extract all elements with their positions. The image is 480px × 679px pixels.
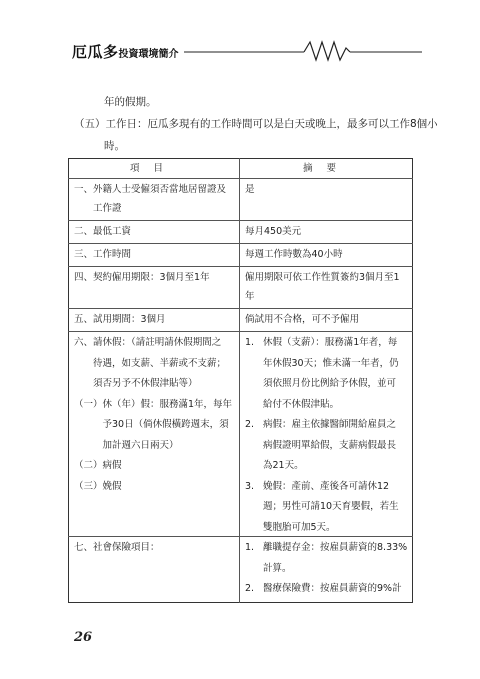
cell-text: 醫療保險費：按雇員薪資的9%計 bbox=[263, 583, 402, 594]
cell-text: （一）休（年）假：服務滿1年，每年 bbox=[74, 398, 233, 410]
cell-text: 每月450美元 bbox=[245, 226, 302, 237]
cell-text: 七、社會保險項目： bbox=[74, 542, 160, 553]
cell-text: 工作證 bbox=[74, 203, 122, 214]
cell-text: 計算。 bbox=[263, 562, 292, 574]
table-row-left bbox=[74, 538, 160, 559]
table-row-left bbox=[74, 268, 210, 287]
cell-text: 年 bbox=[245, 291, 255, 302]
cell-text: 三、工作時間 bbox=[74, 249, 132, 260]
table-row-divider bbox=[68, 243, 413, 244]
cell-text: 休假（支薪）：服務滿1年者，每 bbox=[263, 337, 398, 348]
table-row-divider bbox=[68, 220, 413, 221]
list-item-continuation bbox=[245, 456, 399, 477]
list-item-continuation bbox=[245, 354, 399, 375]
intro-line-1: 年的假期。 bbox=[104, 96, 157, 108]
list-number: 1. bbox=[245, 542, 255, 553]
list-number: 2. bbox=[245, 419, 255, 430]
list-item-continuation bbox=[245, 497, 399, 518]
table-header-summary: 摘要 bbox=[302, 163, 350, 174]
cell-text: 是 bbox=[245, 184, 255, 195]
intro-line-2: （五）工作日：厄瓜多現有的工作時間可以是白天或晚上，最多可以工作8個小 bbox=[74, 118, 438, 130]
cell-text: （二）病假 bbox=[74, 460, 122, 471]
list-item bbox=[245, 333, 399, 354]
cell-text: 倘試用不合格，可不予僱用 bbox=[245, 314, 360, 325]
cell-text: 待遇，如支薪、半薪或不支薪； bbox=[74, 357, 227, 369]
cell-text: 每週工作時數為40小時 bbox=[245, 249, 343, 260]
table-row-right bbox=[245, 180, 255, 199]
list-number: 1. bbox=[245, 337, 255, 348]
cell-text: 須依照月份比例給予休假，並可 bbox=[263, 378, 397, 389]
table-row-right bbox=[245, 268, 400, 306]
header-title-sub: 投資環境簡介 bbox=[118, 49, 179, 60]
table-row-right bbox=[245, 310, 359, 329]
table-row-divider bbox=[68, 178, 413, 179]
cell-text: 雙胞胎可加5天。 bbox=[263, 521, 336, 533]
list-item bbox=[245, 579, 407, 600]
cell-text: 加計週六日兩天） bbox=[74, 439, 179, 451]
cell-text: 僱用期限可依工作性質簽約3個月至1 bbox=[245, 272, 400, 283]
table-row-left bbox=[74, 310, 166, 329]
running-header bbox=[72, 38, 422, 64]
list-item-continuation bbox=[245, 559, 407, 580]
list-item-continuation bbox=[245, 518, 399, 539]
cell-text: 五、試用期間：3個月 bbox=[74, 314, 166, 325]
cell-text: 娩假：產前、產後各可請休12 bbox=[263, 480, 390, 492]
list-item bbox=[245, 415, 399, 436]
cell-text: 年休假30天；惟未滿一年者，仍 bbox=[263, 357, 399, 369]
cell-text: 予30日（倘休假橫跨週末，須 bbox=[74, 419, 229, 430]
cell-text: 四、契約僱用期限：3個月至1年 bbox=[74, 272, 210, 283]
list-item-continuation bbox=[245, 374, 399, 395]
table-row-right bbox=[245, 222, 301, 241]
cell-text: 二、最低工資 bbox=[74, 226, 132, 237]
cell-text: 一、外籍人士受僱須否當地居留證及 bbox=[74, 184, 227, 195]
table-row-right bbox=[245, 333, 399, 538]
cell-text: 週；男性可請10天育嬰假，若生 bbox=[263, 501, 399, 512]
cell-text: 為21天。 bbox=[263, 460, 304, 471]
table-row-divider bbox=[68, 331, 413, 332]
list-number: 3. bbox=[245, 480, 255, 492]
cell-text: 給付不休假津貼。 bbox=[263, 398, 340, 410]
table-row-right bbox=[245, 538, 407, 600]
table-row-left bbox=[74, 222, 131, 241]
table-row-divider bbox=[68, 308, 413, 309]
labor-terms-table bbox=[68, 158, 413, 603]
page-number: 26 bbox=[74, 630, 93, 645]
table-row-divider bbox=[68, 266, 413, 267]
header-title-main: 厄瓜多 bbox=[72, 43, 119, 61]
table-row-left bbox=[74, 180, 226, 218]
list-item-continuation bbox=[245, 436, 399, 457]
list-number: 2. bbox=[245, 583, 255, 594]
table-row-right bbox=[245, 245, 343, 264]
table-row-left bbox=[74, 245, 131, 264]
cell-text: 離職提存金：按雇員薪資的8.33% bbox=[263, 542, 408, 553]
list-item-continuation bbox=[245, 395, 399, 416]
cell-text: （三）娩假 bbox=[74, 480, 122, 492]
cell-text: 須否另予不休假津貼等） bbox=[74, 378, 198, 389]
table-row-left bbox=[74, 333, 232, 497]
cell-text: 病假：雇主依據醫師開給雇員之 bbox=[263, 419, 397, 430]
header-title bbox=[72, 41, 179, 62]
list-item bbox=[245, 477, 399, 498]
table-header-item: 項目 bbox=[129, 163, 177, 174]
intro-line-3: 時。 bbox=[104, 140, 125, 152]
list-item bbox=[245, 538, 407, 559]
cell-text: 病假證明單給假，支薪病假最長 bbox=[263, 439, 397, 451]
cell-text: 六、請休假：（請註明請休假期間之 bbox=[74, 337, 222, 348]
header-waveform-decoration bbox=[184, 38, 422, 64]
